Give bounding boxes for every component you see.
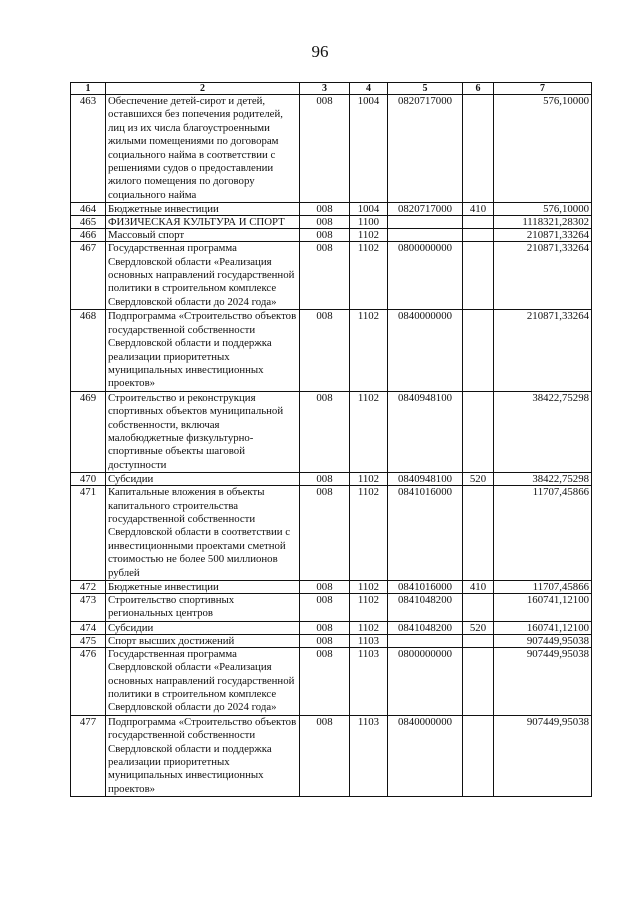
- amount-cell: 576,10000: [494, 95, 592, 203]
- code-target-cell: [388, 216, 463, 229]
- row-number-cell: 473: [71, 594, 106, 622]
- table-row: [71, 216, 592, 229]
- code-section-cell: 1102: [350, 391, 388, 472]
- table-row: [71, 473, 592, 486]
- column-header: 1: [71, 83, 106, 95]
- code-target-cell: 0840000000: [388, 310, 463, 391]
- row-number-cell: 463: [71, 95, 106, 203]
- code-target-cell: 0800000000: [388, 647, 463, 715]
- row-number-cell: 467: [71, 242, 106, 310]
- code-ministry-cell: 008: [300, 647, 350, 715]
- code-expense-type-cell: [463, 391, 494, 472]
- code-target-cell: 0840948100: [388, 391, 463, 472]
- table-row: [71, 229, 592, 242]
- code-ministry-cell: 008: [300, 229, 350, 242]
- table-row: [71, 95, 592, 203]
- row-number-cell: 472: [71, 581, 106, 594]
- table-body: [71, 95, 592, 797]
- column-header: 2: [106, 83, 300, 95]
- row-number-cell: 476: [71, 647, 106, 715]
- code-ministry-cell: 008: [300, 391, 350, 472]
- code-expense-type-cell: [463, 647, 494, 715]
- code-expense-type-cell: 520: [463, 621, 494, 634]
- amount-cell: 38422,75298: [494, 391, 592, 472]
- table-row: [71, 621, 592, 634]
- code-section-cell: 1103: [350, 634, 388, 647]
- amount-cell: 907449,95038: [494, 634, 592, 647]
- code-section-cell: 1102: [350, 310, 388, 391]
- code-expense-type-cell: [463, 310, 494, 391]
- table-row: [71, 634, 592, 647]
- code-target-cell: 0820717000: [388, 95, 463, 203]
- row-name-cell: Строительство и реконструкция спортивных объектов муниципальной собственности, включая малобюджетные физкультурно-спортивные объекты шаговой доступности: [106, 391, 300, 472]
- code-expense-type-cell: 410: [463, 203, 494, 216]
- code-target-cell: 0841048200: [388, 621, 463, 634]
- code-expense-type-cell: [463, 216, 494, 229]
- code-expense-type-cell: [463, 242, 494, 310]
- code-target-cell: [388, 634, 463, 647]
- code-section-cell: 1100: [350, 216, 388, 229]
- amount-cell: 907449,95038: [494, 715, 592, 796]
- code-expense-type-cell: 410: [463, 581, 494, 594]
- row-name-cell: Капитальные вложения в объекты капитального строительства государственной собственности Свердловской области в соответствии с инвестиционными проектами сметной стоимостью не более 500 миллионов рублей: [106, 486, 300, 581]
- code-ministry-cell: 008: [300, 634, 350, 647]
- row-number-cell: 475: [71, 634, 106, 647]
- row-number-cell: 470: [71, 473, 106, 486]
- row-number-cell: 477: [71, 715, 106, 796]
- code-target-cell: 0841016000: [388, 486, 463, 581]
- table-row: [71, 310, 592, 391]
- code-ministry-cell: 008: [300, 95, 350, 203]
- amount-cell: 160741,12100: [494, 621, 592, 634]
- table-row: [71, 486, 592, 581]
- code-ministry-cell: 008: [300, 473, 350, 486]
- code-ministry-cell: 008: [300, 242, 350, 310]
- code-ministry-cell: 008: [300, 715, 350, 796]
- code-target-cell: 0841016000: [388, 581, 463, 594]
- table-row: [71, 647, 592, 715]
- row-name-cell: ФИЗИЧЕСКАЯ КУЛЬТУРА И СПОРТ: [106, 216, 300, 229]
- table-row: [71, 391, 592, 472]
- amount-cell: 160741,12100: [494, 594, 592, 622]
- code-section-cell: 1102: [350, 229, 388, 242]
- table-row: [71, 242, 592, 310]
- column-header: 6: [463, 83, 494, 95]
- amount-cell: 11707,45866: [494, 486, 592, 581]
- code-section-cell: 1102: [350, 621, 388, 634]
- table-row: [71, 203, 592, 216]
- table-row: [71, 581, 592, 594]
- row-name-cell: Строительство спортивных региональных центров: [106, 594, 300, 622]
- row-number-cell: 465: [71, 216, 106, 229]
- code-section-cell: 1102: [350, 594, 388, 622]
- code-expense-type-cell: [463, 715, 494, 796]
- code-section-cell: 1102: [350, 581, 388, 594]
- code-expense-type-cell: [463, 634, 494, 647]
- code-target-cell: 0840000000: [388, 715, 463, 796]
- row-number-cell: 469: [71, 391, 106, 472]
- row-name-cell: Бюджетные инвестиции: [106, 581, 300, 594]
- page-number: 96: [311, 42, 329, 61]
- row-number-cell: 464: [71, 203, 106, 216]
- code-expense-type-cell: [463, 95, 494, 203]
- code-ministry-cell: 008: [300, 581, 350, 594]
- amount-cell: 210871,33264: [494, 229, 592, 242]
- column-header: 5: [388, 83, 463, 95]
- code-ministry-cell: 008: [300, 594, 350, 622]
- code-section-cell: 1102: [350, 242, 388, 310]
- code-target-cell: 0841048200: [388, 594, 463, 622]
- row-number-cell: 471: [71, 486, 106, 581]
- amount-cell: 576,10000: [494, 203, 592, 216]
- amount-cell: 210871,33264: [494, 310, 592, 391]
- code-ministry-cell: 008: [300, 203, 350, 216]
- column-header: 4: [350, 83, 388, 95]
- amount-cell: 38422,75298: [494, 473, 592, 486]
- row-name-cell: Государственная программа Свердловской области «Реализация основных направлений государственной политики в строительном комплексе Свердловской области до 2024 года»: [106, 647, 300, 715]
- row-name-cell: Субсидии: [106, 621, 300, 634]
- code-target-cell: 0840948100: [388, 473, 463, 486]
- code-section-cell: 1102: [350, 473, 388, 486]
- code-target-cell: [388, 229, 463, 242]
- amount-cell: 907449,95038: [494, 647, 592, 715]
- amount-cell: 11707,45866: [494, 581, 592, 594]
- code-section-cell: 1103: [350, 647, 388, 715]
- row-number-cell: 474: [71, 621, 106, 634]
- code-ministry-cell: 008: [300, 486, 350, 581]
- code-section-cell: 1103: [350, 715, 388, 796]
- row-number-cell: 468: [71, 310, 106, 391]
- budget-table: [70, 82, 592, 797]
- row-name-cell: Обеспечение детей-сирот и детей, оставшихся без попечения родителей, лиц из их числа благоустроенными жилыми помещениями по договорам социального найма в соответствии с решениями судов о предоставлении жилого помещения по договору социального найма: [106, 95, 300, 203]
- code-section-cell: 1102: [350, 486, 388, 581]
- code-expense-type-cell: [463, 229, 494, 242]
- code-section-cell: 1004: [350, 203, 388, 216]
- column-header: 7: [494, 83, 592, 95]
- amount-cell: 210871,33264: [494, 242, 592, 310]
- row-name-cell: Государственная программа Свердловской области «Реализация основных направлений государственной политики в строительном комплексе Свердловской области до 2024 года»: [106, 242, 300, 310]
- row-name-cell: Массовый спорт: [106, 229, 300, 242]
- row-number-cell: 466: [71, 229, 106, 242]
- code-expense-type-cell: [463, 594, 494, 622]
- table-header-row: [71, 83, 592, 95]
- code-target-cell: 0800000000: [388, 242, 463, 310]
- row-name-cell: Спорт высших достижений: [106, 634, 300, 647]
- code-expense-type-cell: 520: [463, 473, 494, 486]
- row-name-cell: Субсидии: [106, 473, 300, 486]
- row-name-cell: Подпрограмма «Строительство объектов государственной собственности Свердловской области и поддержка реализации приоритетных муниципальных инвестиционных проектов»: [106, 310, 300, 391]
- table-row: [71, 715, 592, 796]
- row-name-cell: Подпрограмма «Строительство объектов государственной собственности Свердловской области и поддержка реализации приоритетных муниципальных инвестиционных проектов»: [106, 715, 300, 796]
- code-section-cell: 1004: [350, 95, 388, 203]
- row-name-cell: Бюджетные инвестиции: [106, 203, 300, 216]
- amount-cell: 1118321,28302: [494, 216, 592, 229]
- code-expense-type-cell: [463, 486, 494, 581]
- table-row: [71, 594, 592, 622]
- code-ministry-cell: 008: [300, 310, 350, 391]
- code-ministry-cell: 008: [300, 216, 350, 229]
- code-target-cell: 0820717000: [388, 203, 463, 216]
- column-header: 3: [300, 83, 350, 95]
- code-ministry-cell: 008: [300, 621, 350, 634]
